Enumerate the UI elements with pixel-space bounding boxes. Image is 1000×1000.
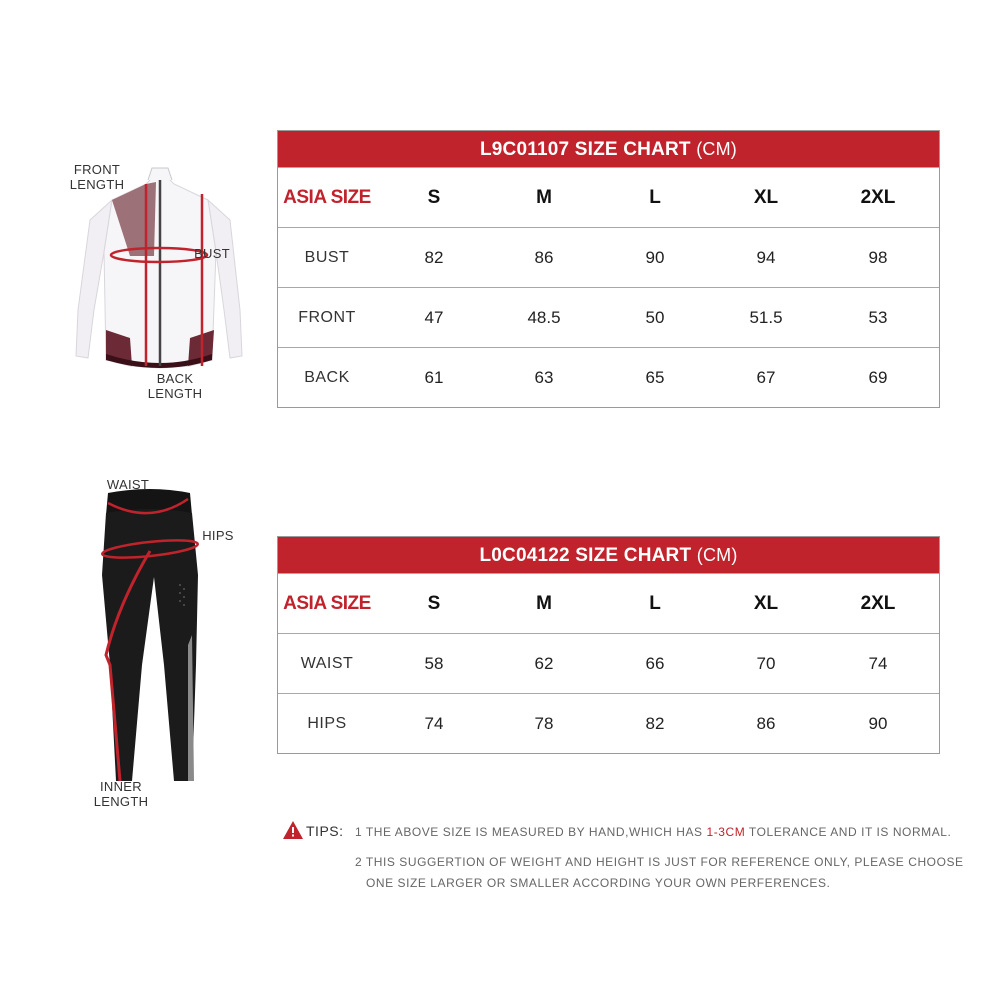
back-length-label: BACK LENGTH — [147, 371, 203, 401]
size-2xl: 2XL — [860, 186, 896, 208]
table-cell: 74 — [868, 653, 888, 673]
tips-line-1 — [355, 825, 951, 839]
table-cell: 78 — [534, 713, 554, 733]
table-cell: 47 — [424, 307, 444, 327]
size-l: L — [649, 186, 661, 208]
row-label: WAIST — [300, 654, 354, 672]
jersey-chart-unit: (CM) — [696, 139, 738, 159]
table-cell: 67 — [756, 367, 776, 387]
table-cell: 70 — [756, 653, 776, 673]
warning-triangle-icon — [282, 820, 304, 840]
size-xl: XL — [753, 186, 779, 208]
table-cell: 82 — [424, 247, 444, 267]
table-cell: 65 — [645, 367, 665, 387]
table-row — [278, 693, 939, 753]
asia-size-label: ASIA SIZE — [283, 592, 371, 614]
table-cell: 82 — [645, 713, 665, 733]
tolerance-highlight: 1-3CM — [706, 825, 746, 839]
table-cell: 86 — [756, 713, 776, 733]
table-cell: 58 — [424, 653, 444, 673]
table-cell: 98 — [868, 247, 888, 267]
pants-size-chart — [277, 536, 940, 754]
table-cell: 48.5 — [527, 307, 561, 327]
size-s: S — [427, 186, 441, 208]
tips-label: TIPS: — [306, 823, 344, 839]
table-cell: 90 — [868, 713, 888, 733]
row-label: BACK — [304, 368, 350, 386]
table-cell: 74 — [424, 713, 444, 733]
pants-chart-unit: (CM) — [696, 545, 738, 565]
size-m: M — [536, 186, 552, 208]
tips-line-3: ONE SIZE LARGER OR SMALLER ACCORDING YOUR OWN PERFERENCES. — [366, 876, 831, 890]
jersey-size-chart — [277, 130, 940, 408]
table-cell: 61 — [424, 367, 444, 387]
tips-line-1-pre: 1 THE ABOVE SIZE IS MEASURED BY HAND,WHICH HAS — [355, 825, 707, 839]
front-length-label: FRONT LENGTH — [69, 162, 125, 192]
table-row — [278, 347, 939, 407]
row-label: FRONT — [298, 308, 356, 326]
size-xl: XL — [753, 592, 779, 614]
table-row — [278, 287, 939, 347]
size-l: L — [649, 592, 661, 614]
jersey-header-row — [278, 167, 939, 227]
pants-chart-title — [278, 537, 939, 573]
table-cell: 63 — [534, 367, 554, 387]
table-cell: 62 — [534, 653, 554, 673]
table-cell: 53 — [868, 307, 888, 327]
size-m: M — [536, 592, 552, 614]
hips-label: HIPS — [202, 528, 234, 543]
table-cell: 90 — [645, 247, 665, 267]
row-label: BUST — [304, 248, 350, 266]
table-row — [278, 633, 939, 693]
table-cell: 51.5 — [749, 307, 783, 327]
jersey-chart-title-text: L9C01107 SIZE CHART — [479, 139, 691, 160]
table-cell: 86 — [534, 247, 554, 267]
tips-line-1-post: TOLERANCE AND IT IS NORMAL. — [745, 825, 952, 839]
jersey-chart-title — [278, 131, 939, 167]
table-cell: 69 — [868, 367, 888, 387]
size-s: S — [427, 592, 441, 614]
pants-header-row — [278, 573, 939, 633]
row-label: HIPS — [307, 714, 347, 732]
table-cell: 66 — [645, 653, 665, 673]
asia-size-label: ASIA SIZE — [283, 186, 371, 208]
table-row — [278, 227, 939, 287]
table-cell: 50 — [645, 307, 665, 327]
pants-chart-title-text: L0C04122 SIZE CHART — [479, 545, 692, 566]
waist-label: WAIST — [106, 477, 150, 492]
tips-line-2: 2 THIS SUGGERTION OF WEIGHT AND HEIGHT IS JUST FOR REFERENCE ONLY, PLEASE CHOOSE — [355, 855, 964, 869]
inner-length-label: INNER LENGTH — [93, 779, 149, 809]
table-cell: 94 — [756, 247, 776, 267]
size-2xl: 2XL — [860, 592, 896, 614]
bust-label: BUST — [194, 246, 230, 261]
